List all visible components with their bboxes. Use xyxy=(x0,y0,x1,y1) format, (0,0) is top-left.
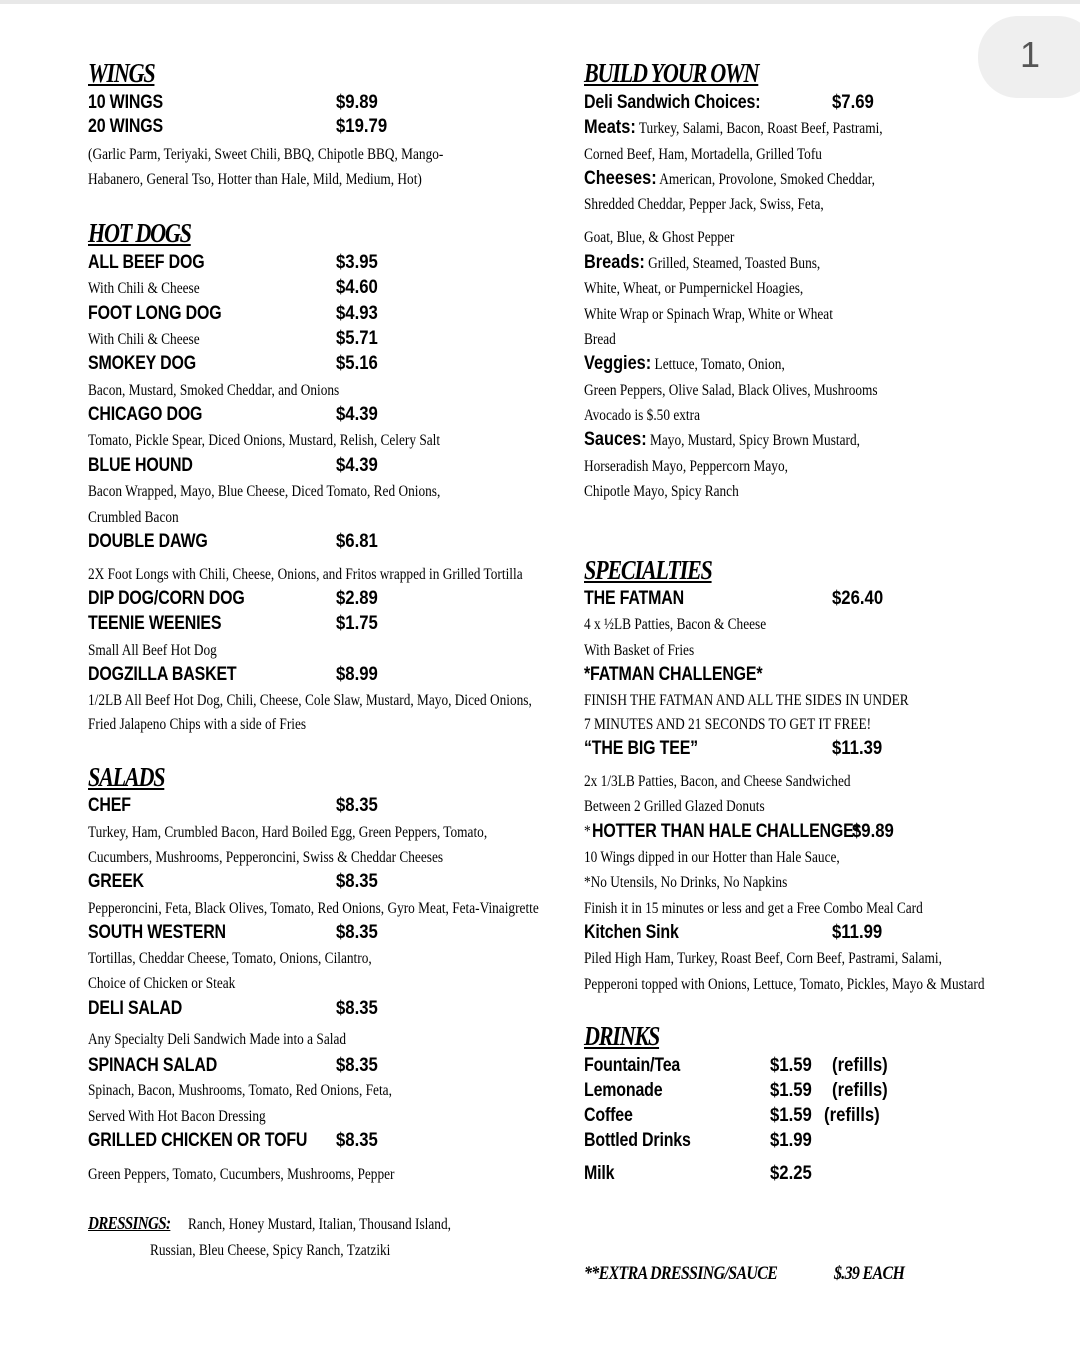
item-desc: Shredded Cheddar, Pepper Jack, Swiss, Feta, xyxy=(584,196,824,213)
item-price: $7.69 xyxy=(832,92,874,113)
item-desc: Finish it in 15 minutes or less and get a Free Combo Meal Card xyxy=(584,900,923,917)
item-name: CHEF xyxy=(88,795,131,816)
drink-name: Coffee xyxy=(584,1105,633,1126)
item-desc: Turkey, Ham, Crumbled Bacon, Hard Boiled Egg, Green Peppers, Tomato, xyxy=(88,824,488,841)
item-price: $3.95 xyxy=(336,252,378,273)
veggies-label: Veggies: xyxy=(584,353,652,374)
drink-name: Fountain/Tea xyxy=(584,1055,681,1076)
section-title-build-your-own: BUILD YOUR OWN xyxy=(584,58,759,88)
cheeses-label: Cheeses: xyxy=(584,168,657,189)
item-option: With Chili & Cheese xyxy=(88,331,200,348)
drink-name: Milk xyxy=(584,1163,615,1184)
item-desc: 2X Foot Longs with Chili, Cheese, Onions, and Fritos wrapped in Grilled Tortilla xyxy=(88,566,523,583)
cheeses-list: American, Provolone, Smoked Cheddar, xyxy=(659,171,875,188)
page-number: 1 xyxy=(1020,34,1041,75)
extra-dressing-label: **EXTRA DRESSING/SAUCE xyxy=(584,1263,778,1284)
drink-price: $2.25 xyxy=(770,1163,812,1184)
item-price: $8.35 xyxy=(336,871,378,892)
sauces-line xyxy=(584,429,860,451)
item-name: THE FATMAN xyxy=(584,588,684,609)
drink-price: $1.59 xyxy=(770,1105,812,1126)
dressings-list: Ranch, Honey Mustard, Italian, Thousand Island, xyxy=(188,1216,451,1233)
item-desc: 4 x ½LB Patties, Bacon & Cheese xyxy=(584,616,767,633)
veggies-line xyxy=(584,353,785,375)
drink-price: $1.59 xyxy=(770,1055,812,1076)
item-option: With Chili & Cheese xyxy=(88,280,200,297)
item-name: SMOKEY DOG xyxy=(88,353,196,374)
item-desc: Any Specialty Deli Sandwich Made into a Salad xyxy=(88,1031,347,1048)
item-desc: *No Utensils, No Drinks, No Napkins xyxy=(584,874,788,891)
item-name: 20 WINGS xyxy=(88,116,163,137)
item-name: ALL BEEF DOG xyxy=(88,252,205,273)
item-price: $1.75 xyxy=(336,613,378,634)
item-desc: Corned Beef, Ham, Mortadella, Grilled Tofu xyxy=(584,146,822,163)
item-name: FOOT LONG DOG xyxy=(88,303,222,324)
item-desc: Green Peppers, Tomato, Cucumbers, Mushrooms, Pepper xyxy=(88,1166,395,1183)
item-price: $26.40 xyxy=(832,588,884,609)
section-title-specialties: SPECIALTIES xyxy=(584,555,712,585)
item-price: $8.35 xyxy=(336,1130,378,1151)
item-name: DOGZILLA BASKET xyxy=(88,664,237,685)
meats-list: Turkey, Salami, Bacon, Roast Beef, Pastrami, xyxy=(638,120,883,137)
item-price: $8.35 xyxy=(336,998,378,1019)
item-desc: 2x 1/3LB Patties, Bacon, and Cheese Sandwiched xyxy=(584,773,851,790)
sauces-list: Mayo, Mustard, Spicy Brown Mustard, xyxy=(650,432,860,449)
item-name: HOTTER THAN HALE CHALLENGE* xyxy=(592,821,860,842)
item-name: SOUTH WESTERN xyxy=(88,922,226,943)
item-name: CHICAGO DOG xyxy=(88,404,203,425)
item-name: *FATMAN CHALLENGE* xyxy=(584,664,763,685)
item-name: TEENIE WEENIES xyxy=(88,613,222,634)
item-desc: Pepperoncini, Feta, Black Olives, Tomato, Red Onions, Gyro Meat, Feta-Vinaigrette xyxy=(88,900,539,917)
item-name: BLUE HOUND xyxy=(88,455,193,476)
item-desc: 10 Wings dipped in our Hotter than Hale Sauce, xyxy=(584,849,840,866)
item-price: $9.89 xyxy=(336,92,378,113)
section-title-salads: SALADS xyxy=(88,762,165,792)
item-desc: Goat, Blue, & Ghost Pepper xyxy=(584,229,735,246)
item-price: $2.89 xyxy=(336,588,378,609)
item-name: Kitchen Sink xyxy=(584,922,679,943)
item-desc: White, Wheat, or Pumpernickel Hoagies, xyxy=(584,280,804,297)
item-desc: White Wrap or Spinach Wrap, White or Wheat xyxy=(584,306,833,323)
item-name: 10 WINGS xyxy=(88,92,163,113)
item-desc: Bacon, Mustard, Smoked Cheddar, and Onions xyxy=(88,382,340,399)
item-price: $8.35 xyxy=(336,922,378,943)
item-desc: Choice of Chicken or Steak xyxy=(88,975,236,992)
item-name: Deli Sandwich Choices: xyxy=(584,92,761,113)
item-price: $8.35 xyxy=(336,795,378,816)
item-name: GRILLED CHICKEN OR TOFU xyxy=(88,1130,308,1151)
item-name: “THE BIG TEE” xyxy=(584,738,698,759)
item-desc: Horseradish Mayo, Peppercorn Mayo, xyxy=(584,458,788,475)
item-desc: Chipotle Mayo, Spicy Ranch xyxy=(584,483,739,500)
meats-line xyxy=(584,117,883,139)
item-desc: (Garlic Parm, Teriyaki, Sweet Chili, BBQ, Chipotle BBQ, Mango- xyxy=(88,146,444,163)
item-price: $8.99 xyxy=(336,664,378,685)
item-desc: With Basket of Fries xyxy=(584,642,695,659)
breads-line xyxy=(584,252,820,274)
drink-name: Bottled Drinks xyxy=(584,1130,691,1151)
item-price: $4.39 xyxy=(336,455,378,476)
item-desc: Small All Beef Hot Dog xyxy=(88,642,217,659)
drink-note: (refills) xyxy=(824,1105,880,1126)
drink-name: Lemonade xyxy=(584,1080,663,1101)
item-desc: Bacon Wrapped, Mayo, Blue Cheese, Diced Tomato, Red Onions, xyxy=(88,483,441,500)
item-desc: Green Peppers, Olive Salad, Black Olives, Mushrooms xyxy=(584,382,878,399)
item-price: $8.35 xyxy=(336,1055,378,1076)
veggies-list: Lettuce, Tomato, Onion, xyxy=(654,356,785,373)
item-name: DOUBLE DAWG xyxy=(88,531,208,552)
item-price: $6.81 xyxy=(336,531,378,552)
item-desc: Avocado is $.50 extra xyxy=(584,407,700,424)
item-price: $19.79 xyxy=(336,116,388,137)
item-name: DIP DOG/CORN DOG xyxy=(88,588,245,609)
item-desc: Tortillas, Cheddar Cheese, Tomato, Onions, Cilantro, xyxy=(88,950,372,967)
item-desc: Between 2 Grilled Glazed Donuts xyxy=(584,798,765,815)
dressings-list: Russian, Bleu Cheese, Spicy Ranch, Tzatziki xyxy=(150,1242,391,1259)
item-desc: Spinach, Bacon, Mushrooms, Tomato, Red Onions, Feta, xyxy=(88,1082,392,1099)
item-price: $9.89 xyxy=(852,821,894,842)
item-desc: Bread xyxy=(584,331,616,348)
item-desc: FINISH THE FATMAN AND ALL THE SIDES IN UNDER xyxy=(584,692,909,709)
item-desc: 1/2LB All Beef Hot Dog, Chili, Cheese, Cole Slaw, Mustard, Mayo, Diced Onions, xyxy=(88,692,532,709)
section-title-drinks: DRINKS xyxy=(584,1021,660,1051)
meats-label: Meats: xyxy=(584,117,636,138)
item-desc: Piled High Ham, Turkey, Roast Beef, Corn Beef, Pastrami, Salami, xyxy=(584,950,942,967)
item-desc: 7 MINUTES AND 21 SECONDS TO GET IT FREE! xyxy=(584,716,872,733)
page-number-badge xyxy=(978,16,1080,98)
item-name: SPINACH SALAD xyxy=(88,1055,218,1076)
item-option-price: $5.71 xyxy=(336,328,378,349)
drink-note: (refills) xyxy=(832,1055,888,1076)
section-title-hot-dogs: HOT DOGS xyxy=(88,218,191,248)
item-prefix: * xyxy=(584,823,591,840)
top-edge-bar xyxy=(0,0,1080,4)
sauces-label: Sauces: xyxy=(584,429,647,450)
item-desc: Fried Jalapeno Chips with a side of Fries xyxy=(88,716,307,733)
item-desc: Pepperoni topped with Onions, Lettuce, Tomato, Pickles, Mayo & Mustard xyxy=(584,976,985,993)
item-desc: Tomato, Pickle Spear, Diced Onions, Mustard, Relish, Celery Salt xyxy=(88,432,441,449)
item-desc: Crumbled Bacon xyxy=(88,509,179,526)
item-desc: Habanero, General Tso, Hotter than Hale, Mild, Medium, Hot) xyxy=(88,171,422,188)
item-desc: Served With Hot Bacon Dressing xyxy=(88,1108,266,1125)
breads-list: Grilled, Steamed, Toasted Buns, xyxy=(648,255,821,272)
item-name: GREEK xyxy=(88,871,144,892)
item-option-price: $4.60 xyxy=(336,277,378,298)
item-desc: Cucumbers, Mushrooms, Pepperoncini, Swiss & Cheddar Cheeses xyxy=(88,849,444,866)
extra-dressing-price: $.39 EACH xyxy=(834,1263,905,1284)
drink-price: $1.59 xyxy=(770,1080,812,1101)
item-price: $11.99 xyxy=(832,922,883,943)
drink-note: (refills) xyxy=(832,1080,888,1101)
item-price: $4.39 xyxy=(336,404,378,425)
item-name: DELI SALAD xyxy=(88,998,183,1019)
item-price: $5.16 xyxy=(336,353,378,374)
section-title-wings: WINGS xyxy=(88,58,155,88)
item-price: $4.93 xyxy=(336,303,378,324)
cheeses-line xyxy=(584,168,875,190)
breads-label: Breads: xyxy=(584,252,645,273)
drink-price: $1.99 xyxy=(770,1130,812,1151)
item-price: $11.39 xyxy=(832,738,883,759)
dressings-label: DRESSINGS: xyxy=(88,1213,171,1233)
